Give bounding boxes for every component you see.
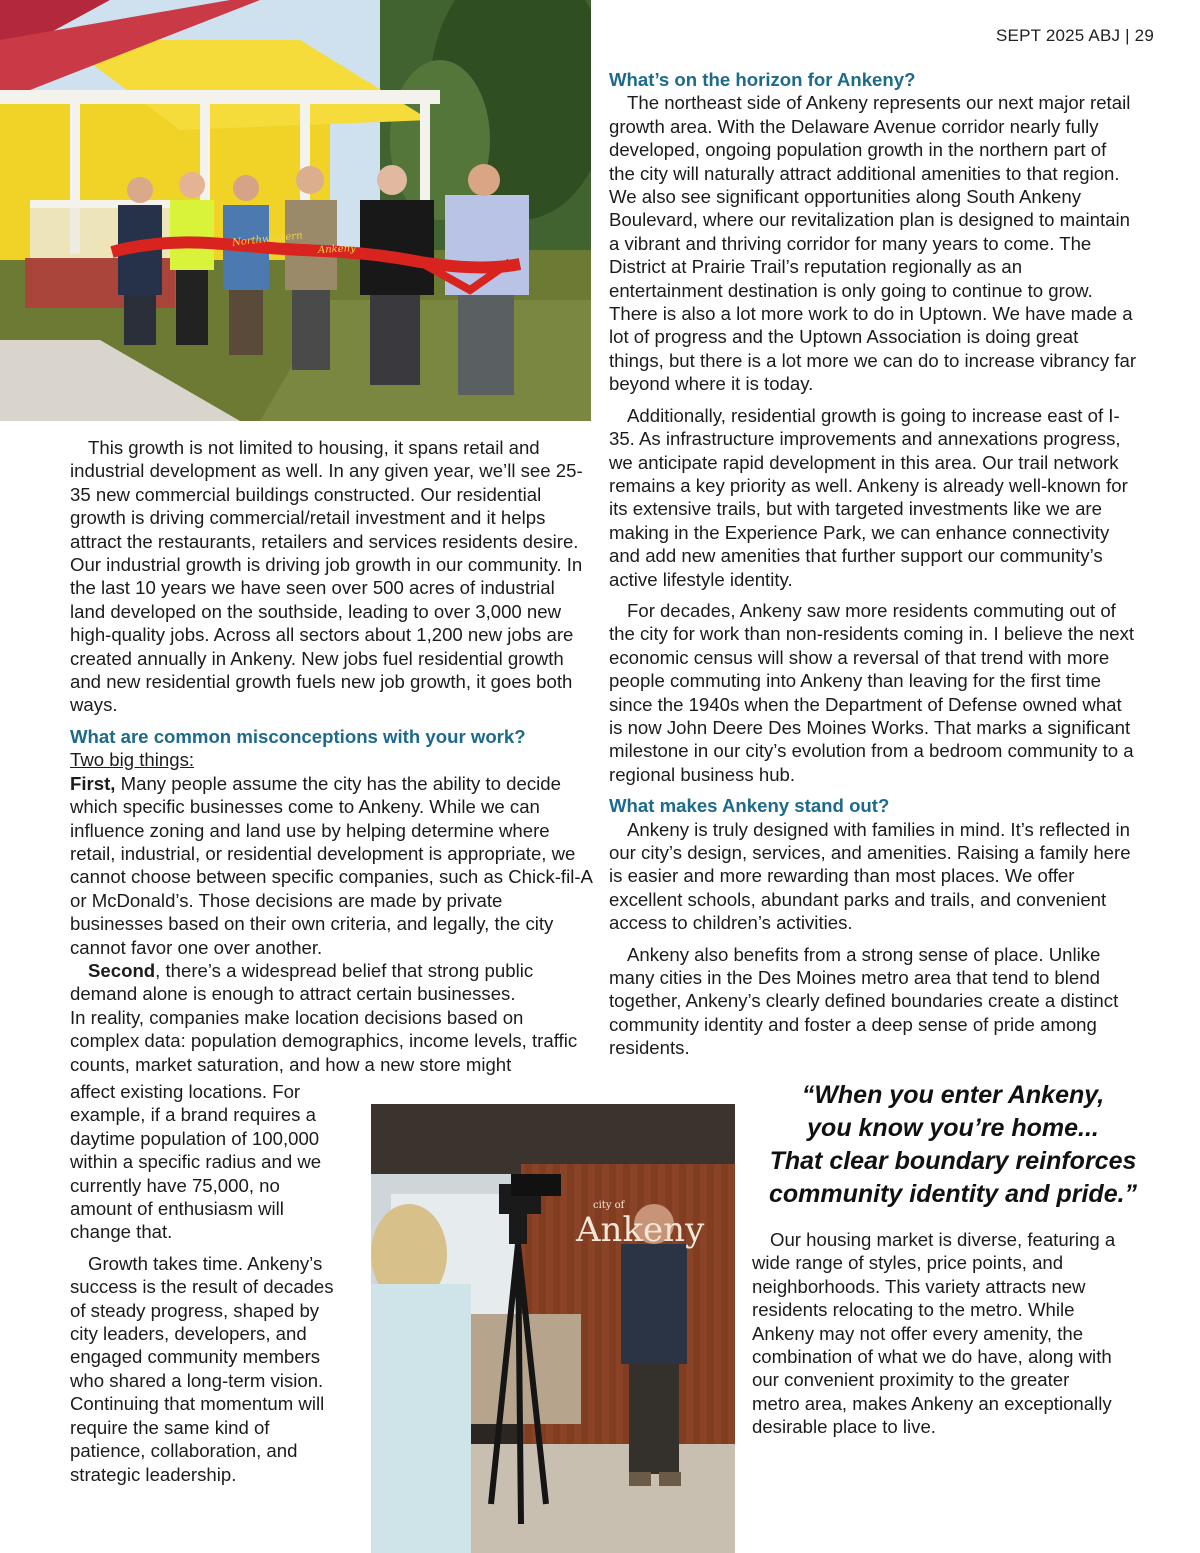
first-label: First,: [70, 772, 116, 794]
horizon-paragraph: The northeast side of Ankeny represents our next major retail growth area. With the Delaware Avenue corridor nearly fully developed, ongoing population growth in the northern part of the city will naturally attract additional amenities to that region. We also see significant opportunities along South Ankeny Boulevard, where our revitalization plan is designed to maintain a vibrant and thriving corridor for many years to come. The District at Prairie Trail’s reputation regionally as an entertainment destination is only going to continue to grow. There is also a lot more work to do in Uptown. We have made a lot of progress and the Uptown Association is doing great things, but there is a lot more we can do to increase vibrancy far beyond where it is today.: [609, 92, 1137, 395]
stand-out-heading: What makes Ankeny stand out?: [609, 795, 890, 817]
two-things-subheading: Two big things:: [70, 749, 195, 771]
housing-block: [752, 1228, 1116, 1447]
second-label: Second: [88, 959, 156, 981]
second-ending: affect existing locations. For example, if a brand requires a daytime population of 100,000 within a specific radius and we currently have 75,000, no amount of enthusiasm will change that.: [70, 1081, 322, 1243]
first-text: Many people assume the city has the ability to decide which specific businesses come to Ankeny. While we can influence zoning and land use by helping determine where retail, industrial, or residential development is appropriate, we cannot choose between specific companies, such as Chick-fil-A or McDonald’s. Those decisions are made by private businesses based on their own criteria, and legally, the city cannot favor one over another.: [70, 772, 592, 958]
first-misconception: [70, 772, 592, 959]
families-paragraph: Ankeny is truly designed with families in mind. It’s reflected in our city’s design, services, and amenities. Raising a family here is easier and more rewarding than most places. We offer excellent schools, abundant parks and trails, and convenient access to children’s activities.: [609, 818, 1131, 934]
housing-paragraph: Our housing market is diverse, featuring a wide range of styles, price points, and neighborhoods. This variety attracts new residents relocating to the metro. While Ankeny may not offer every amenity, the combination of what we do have, along with our convenient proximity to the greater metro area, makes Ankeny an exceptionally desirable place to live.: [752, 1229, 1116, 1438]
ribbon-text-left: Northwestern: [231, 230, 304, 249]
growth-paragraph: Growth takes time. Ankeny’s success is the result of decades of steady progress, shaped by city leaders, developers, and engaged community members who shared a long-term vision. Continuing that momentum will require the same kind of patience, collaboration, and strategic leadership.: [70, 1252, 334, 1485]
ribbon-cutting-photo: [0, 0, 591, 421]
left-column-lower: [70, 1080, 342, 1494]
page-folio: SEPT 2025 ABJ | 29: [996, 26, 1154, 45]
sign-city-of: city of: [593, 1200, 625, 1211]
sense-of-place-paragraph: Ankeny also benefits from a strong sense of place. Unlike many cities in the Des Moines metro area that tend to blend together, Ankeny’s clearly defined boundaries create a distinct community identity and foster a deep sense of pride among residents.: [609, 943, 1119, 1059]
quote-line-2: you know you’re home...: [807, 1114, 1099, 1142]
second-misconception: [70, 959, 592, 1006]
second-continuation: In reality, companies make location decisions based on complex data: population demographics, income levels, traffic counts, market saturation, and how a new store might: [70, 1006, 578, 1075]
intro-paragraph: This growth is not limited to housing, it spans retail and industrial development as well. In any given year, we’ll see 25-35 new commercial buildings constructed. Our residential growth is driving commercial/retail investment and it helps attract the restaurants, retailers and services residents desire. Our industrial growth is driving job growth in our community. In the last 10 years we have seen over 500 acres of industrial land developed on the southside, leading to over 3,000 new high-quality jobs. Across all sectors about 1,200 new jobs are created annually in Ankeny. New jobs fuel residential growth and new residential growth fuels new job growth, it goes both ways.: [70, 437, 583, 716]
sign-ankeny: Ankeny: [576, 1210, 705, 1250]
misconceptions-heading: What are common misconceptions with your work?: [70, 725, 526, 747]
interview-photo: [371, 1104, 735, 1553]
pull-quote: [748, 1079, 1158, 1211]
horizon-heading: What’s on the horizon for Ankeny?: [609, 69, 916, 90]
ribbon-text-right: Ankeny: [317, 243, 356, 256]
residential-paragraph: Additionally, residential growth is going to increase east of I-35. As infrastructure improvements and annexations progress, we anticipate rapid development in this area. Our trail network remains a key priority as well. Ankeny is already well-known for its extensive trails, but with targeted investments like we are making in the Experience Park, we can enhance connectivity and add new amenities that further support our community’s active lifestyle identity.: [609, 404, 1128, 590]
quote-line-1: “When you enter Ankeny,: [801, 1081, 1105, 1109]
second-text: , there’s a widespread belief that strong public demand alone is enough to attract certain businesses.: [70, 959, 534, 1005]
left-column-upper: [70, 436, 592, 1076]
quote-line-4: community identity and pride.”: [768, 1180, 1138, 1208]
quote-line-3: That clear boundary reinforces: [769, 1147, 1137, 1175]
commuting-paragraph: For decades, Ankeny saw more residents commuting out of the city for work than non-residents coming in. I believe the next economic census will show a reversal of that trend with more people commuting into Ankeny than leaving for the first time since the 1940s when the Department of Defense owned what is now John Deere Des Moines Works. That marks a significant milestone in our city’s evolution from a bedroom community to a regional business hub.: [609, 599, 1135, 785]
right-column: [609, 68, 1137, 1068]
